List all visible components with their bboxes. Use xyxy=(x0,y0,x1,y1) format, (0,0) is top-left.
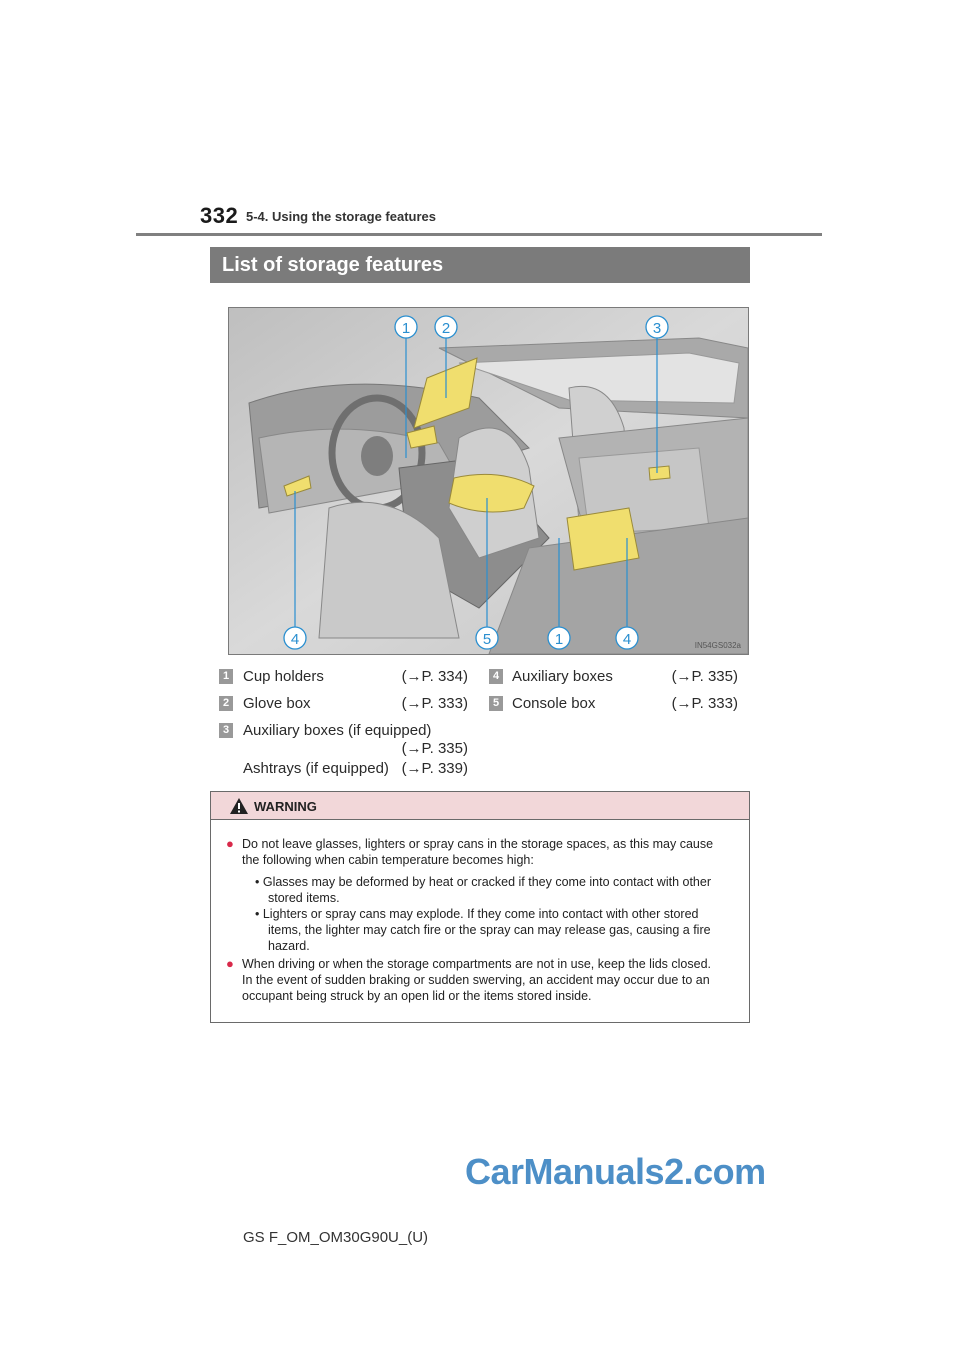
legend-num-5: 5 xyxy=(489,696,503,711)
legend-num-4: 4 xyxy=(489,669,503,684)
warning-sub1-line1: • Glasses may be deformed by heat or cracked if they come into contact with other xyxy=(255,875,711,889)
page-number: 332 xyxy=(200,203,239,228)
cabin-drawing xyxy=(229,308,748,654)
header-rule xyxy=(136,233,822,236)
interior-illustration xyxy=(228,307,749,655)
warning-para2-line1: When driving or when the storage compartments are not in use, keep the lids closed. xyxy=(242,957,712,971)
warning-para2-line2: In the event of sudden braking or sudden swerving, an accident may occur due to an xyxy=(242,973,710,987)
callout-4b: 4 xyxy=(622,631,632,648)
warning-sub1-line2: stored items. xyxy=(268,891,340,905)
legend-ref-1: (→P. 334) xyxy=(401,668,468,685)
legend-ref-4: (→P. 335) xyxy=(671,668,738,685)
callout-3: 3 xyxy=(652,320,662,337)
bullet-icon: ● xyxy=(226,836,234,851)
callout-1: 1 xyxy=(401,320,411,337)
legend-ref-ashtrays: (→P. 339) xyxy=(401,760,468,777)
warning-para1-line1: Do not leave glasses, lighters or spray cans in the storage spaces, as this may cause xyxy=(242,837,714,851)
legend-ref-2: (→P. 333) xyxy=(401,695,468,712)
legend-label-auxiliary-boxes: Auxiliary boxes xyxy=(512,668,613,685)
warning-title: WARNING xyxy=(254,799,317,814)
warning-para2-line3: occupant being struck by an open lid or the items stored inside. xyxy=(242,989,592,1003)
callout-1b: 1 xyxy=(554,631,564,648)
section-title: 5-4. Using the storage features xyxy=(246,209,436,224)
legend-ref-5: (→P. 333) xyxy=(671,695,738,712)
warning-triangle-icon xyxy=(229,797,249,815)
watermark-logo: CarManuals2.com xyxy=(465,1151,766,1192)
legend-label-glove-box: Glove box xyxy=(243,695,311,712)
legend-label-auxiliary-boxes-if-equipped: Auxiliary boxes (if equipped) xyxy=(243,722,432,739)
image-code: IN54GS032a xyxy=(694,641,741,650)
bullet-icon: ● xyxy=(226,956,234,971)
legend-num-3: 3 xyxy=(219,723,233,738)
legend-label-ashtrays: Ashtrays (if equipped) xyxy=(243,760,389,777)
legend-num-2: 2 xyxy=(219,696,233,711)
warning-sub2-line2: items, the lighter may catch fire or the spray can may release gas, causing a fire xyxy=(268,923,711,937)
section-heading: List of storage features xyxy=(210,247,750,283)
warning-sub2-line3: hazard. xyxy=(268,939,310,953)
callout-4: 4 xyxy=(290,631,300,648)
footer-document-code: GS F_OM_OM30G90U_(U) xyxy=(243,1229,429,1246)
legend-num-1: 1 xyxy=(219,669,233,684)
callout-2: 2 xyxy=(441,320,451,337)
warning-para1-line2: the following when cabin temperature becomes high: xyxy=(242,853,534,867)
legend-label-console-box: Console box xyxy=(512,695,596,712)
callout-5: 5 xyxy=(482,631,492,648)
warning-sub2-line1: • Lighters or spray cans may explode. If they come into contact with other stored xyxy=(255,907,699,921)
legend-ref-3: (→P. 335) xyxy=(401,740,468,757)
legend-label-cup-holders: Cup holders xyxy=(243,668,324,685)
